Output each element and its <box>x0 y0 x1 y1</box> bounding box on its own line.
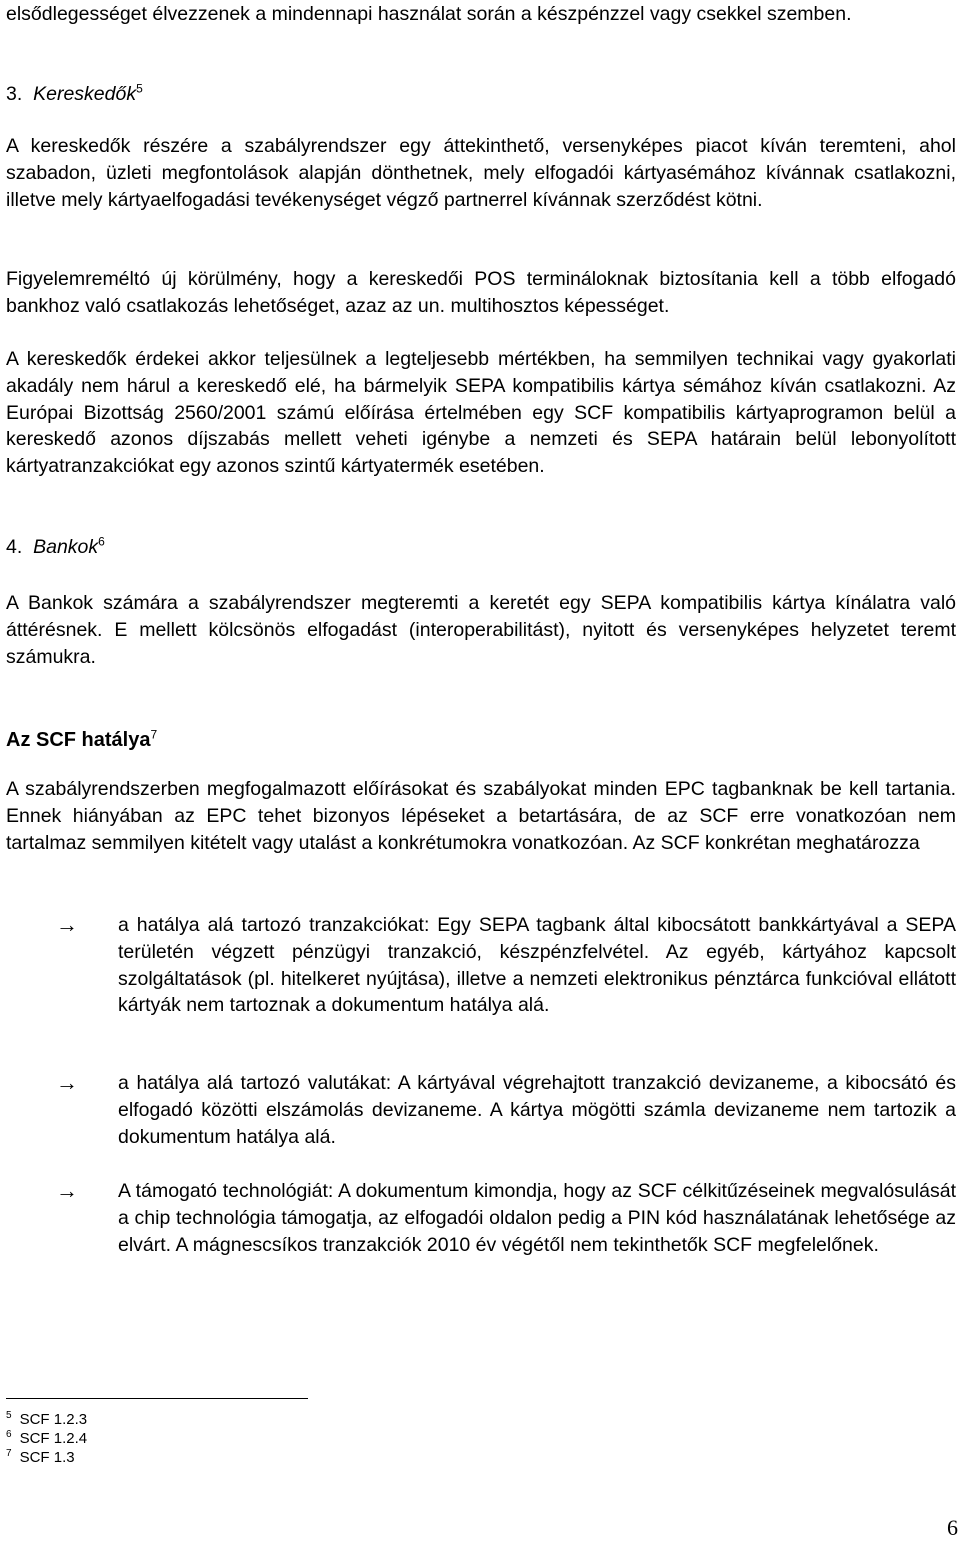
footnote-6: $^6$ SCF 1.2.4 <box>6 1429 88 1447</box>
scope-heading <box>6 727 956 754</box>
footnote-ref-7: 7 <box>150 727 158 742</box>
arrow-icon: → <box>56 912 78 937</box>
scope-bullet-2-text: a hatálya alá tartozó valutákat: A kártyával végrehajtott tranzakció devizaneme, a kibocsátó és elfogadó közötti elszámolás devizaneme. A kártya mögötti számla devizaneme nem tartozik a dokumentum hatálya alá. <box>118 1072 956 1148</box>
section-4-title: Bankok <box>33 536 99 558</box>
scope-bullet-1-text: a hatálya alá tartozó tranzakciókat: Egy SEPA tagbank által kibocsátott bankkártyával a SEPA területén végzett pénzügyi tranzakció, készpénzfelvétel. Az egyéb, kártyához kapcsolt szolgáltatások (pl. hitelkeret nyújtása), illetve a nemzeti elektronikus pénztárca funkcióval ellátott kártyák nem tartoznak a dokumentum hatálya alá. <box>118 914 956 1017</box>
section-4-number: 4. <box>6 536 23 558</box>
section-3-number: 3. <box>6 83 23 105</box>
section-4-paragraph: A Bankok számára a szabályrendszer megteremti a keretét egy SEPA kompatibilis kártya kínálatra való áttérésnek. E mellett kölcsönös elfogadást (interoperabilitást), nyitott és versenyképes helyzetet teremt számukra. <box>6 592 956 668</box>
scope-paragraph: A szabályrendszerben megfogalmazott előírásokat és szabályokat minden EPC tagbanknak be kell tartania. Ennek hiányában az EPC tehet bizonyos lépéseket a betartására, de az SCF erre vonatkozóan nem tartalmaz semmilyen kitételt vagy utalást a konkrétumokra vonatkozóan. Az SCF konkrétan meghatározza <box>6 778 956 854</box>
section-3-paragraph-1: A kereskedők részére a szabályrendszer egy áttekinthető, versenyképes piacot kíván teremteni, ahol szabadon, üzleti megfontolások alapján dönthetnek, mely elfogadói kártyasémához kívánnak csatlakozni, illetve mely kártyaelfogadási tevékenységet végző partnerrel kívánnak szerződést kötni. <box>6 135 956 211</box>
intro-continuation: elsődlegességet élvezzenek a mindennapi használat során a készpénzzel vagy csekkel szemben. <box>6 3 852 25</box>
section-3-paragraph-2: Figyelemreméltó új körülmény, hogy a kereskedői POS termináloknak biztosítania kell a több elfogadó bankhoz való csatlakozás lehetőséget, azaz az un. multihosztos képességet. <box>6 268 956 317</box>
arrow-icon: → <box>56 1070 78 1095</box>
footnote-ref-5: 5 <box>136 81 143 96</box>
section-3-heading <box>6 81 956 108</box>
footnotes <box>6 1410 87 1467</box>
scope-bullet-3-text: A támogató technológiát: A dokumentum kimondja, hogy az SCF célkitűzéseinek megvalósulását a chip technológia támogatja, az elfogadói oldalon pedig a PIN kód használatának lehetősége az elvárt. A mágnescsíkos tranzakciók 2010 év végétől nem tekinthetők SCF megfelelőnek. <box>118 1180 956 1256</box>
footnote-ref-6: 6 <box>98 534 105 549</box>
footnote-5: $^5$ SCF 1.2.3 <box>6 1410 88 1428</box>
section-3-paragraph-3: A kereskedők érdekei akkor teljesülnek a legteljesebb mértékben, ha semmilyen technikai vagy gyakorlati akadály nem hárul a kereskedő elé, ha bármelyik SEPA kompatibilis kártya sémához kíván csatlakozni. Az Európai Bizottság 2560/2001 számú előírása értelmében egy SCF kompatibilis kártyaprogramon belül a kereskedő azonos díjszabás mellett veheti igénybe a nemzeti és SEPA határain belül lebonyolított kártyatranzakciókat egy azonos szintű kártyatermék esetében. <box>6 348 956 478</box>
scope-title: Az SCF hatálya <box>6 729 151 751</box>
footnote-7: $^7$ SCF 1.3 <box>6 1448 75 1466</box>
footnote-separator <box>6 1398 308 1399</box>
page-number: 6 <box>947 1515 958 1540</box>
arrow-icon: → <box>56 1178 78 1203</box>
section-4-heading <box>6 534 956 561</box>
section-3-title: Kereskedők <box>33 83 137 105</box>
